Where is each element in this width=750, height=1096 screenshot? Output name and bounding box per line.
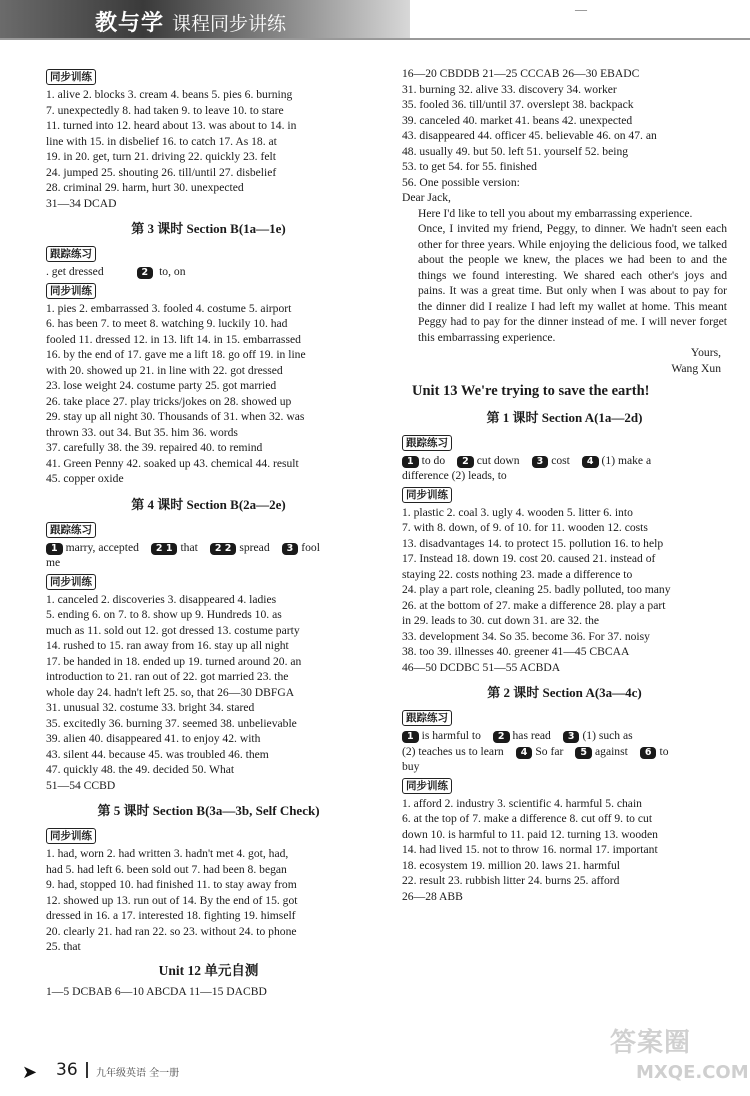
question-number-badge: 4 (582, 456, 599, 468)
section-tag-sync: 同步训练 (46, 69, 96, 85)
section-tag-sync: 同步训练 (46, 574, 96, 590)
answer-line: Dear Jack, (402, 191, 451, 204)
follow-answer-line (402, 744, 727, 760)
answer-line: 24. jumped 25. shouting 26. till/until 27. disbelief (46, 165, 277, 179)
answer-line: 20. clearly 21. had ran 22. so 23. without 24. to phone (46, 924, 297, 938)
answer-line: 26. take place 27. play tricks/jokes on 28. showed up (46, 394, 292, 408)
answer-line: 38. too 39. illnesses 40. greener 41—45 CBCAA (402, 645, 630, 658)
lesson-heading: 第 3 课时 Section B(1a—1e) (131, 221, 286, 236)
answer-text: So far (535, 744, 564, 758)
question-number-badge: 1 (46, 543, 63, 555)
answers-block (402, 66, 727, 206)
answer-line: 1. canceled 2. discoveries 3. disappeared 4. ladies (46, 592, 277, 606)
answer-line: introduction to 21. ran out of 22. got married 23. the (46, 670, 289, 683)
answer-text: (1) such as (582, 729, 633, 742)
answer-line: 11. turned into 12. heard about 13. was about to 14. in (46, 119, 297, 132)
right-column (402, 66, 727, 904)
answer-line: 35. fooled 36. till/until 37. overslept 38. backpack (402, 98, 634, 111)
answers-block (46, 301, 371, 487)
answer-text: (2) teaches us to learn (402, 744, 504, 758)
answer-text: that (180, 540, 198, 554)
answer-text: to do (421, 453, 446, 467)
answer-line: 24. play a part role, cleaning 25. badly polluted, too many (402, 583, 671, 596)
section-tag-sync: 同步训练 (402, 778, 452, 794)
answer-line: 19. in 20. get, turn 21. driving 22. quickly 23. felt (46, 150, 276, 163)
answer-line: much as 11. sold out 12. got dressed 13. costume party (46, 623, 300, 637)
answer-line: 1. alive 2. blocks 3. cream 4. beans 5. pies 6. burning (46, 88, 293, 101)
answer-line: had 5. had left 6. been sold out 7. had been 8. began (46, 862, 287, 876)
answers-block (46, 592, 371, 794)
answer-line: 13. disadvantages 14. to protect 15. pollution 16. to help (402, 536, 664, 550)
section-tag-sync: 同步训练 (402, 487, 452, 503)
answer-text: spread (239, 540, 270, 554)
answer-line: down 10. is harmful to 11. paid 12. turning 13. wooden (402, 827, 658, 841)
letter-signature: Wang Xun (671, 361, 721, 375)
page-header (0, 0, 750, 50)
answers-block (46, 87, 371, 211)
answer-line: 41. Green Penny 42. soaked up 43. chemical 44. result (46, 456, 299, 470)
follow-answer-cont: me (46, 556, 61, 569)
answer-line: fooled 11. dressed 12. in 13. lift 14. in 15. embarrassed (46, 332, 301, 346)
answer-line: 12. showed up 13. run out of 14. By the end of 15. got (46, 893, 298, 907)
answer-line: 47. quickly 48. the 49. decided 50. What (46, 763, 235, 776)
lesson-heading: 第 5 课时 Section B(3a—3b, Self Check) (97, 803, 320, 818)
letter-closing: Yours, (690, 346, 721, 359)
answer-text: to, on (159, 265, 186, 278)
answer-line: 9. had, stopped 10. had finished 11. to stay away from (46, 878, 297, 891)
answer-line: 39. alien 40. disappeared 41. to enjoy 42. with (46, 732, 261, 745)
answer-text: against (595, 744, 628, 758)
answer-line: 28. criminal 29. harm, hurt 30. unexpected (46, 181, 244, 194)
question-number-badge: 2 (457, 456, 474, 468)
answer-line: 25. that (46, 940, 81, 953)
answer-line: 22. result 23. rubbish litter 24. burns 25. afford (402, 874, 620, 887)
answer-line: 31—34 DCAD (46, 196, 117, 210)
corner-mark: — (575, 2, 587, 16)
follow-answer-line (46, 264, 371, 280)
question-number-badge: 6 (640, 747, 657, 759)
answer-line: 17. be handed in 18. ended up 19. turned around 20. an (46, 654, 302, 668)
answer-line: 17. Instead 18. down 19. cost 20. caused 21. instead of (402, 552, 656, 565)
lesson-heading: 第 4 课时 Section B(2a—2e) (131, 496, 286, 512)
answer-line: 1. pies 2. embarrassed 3. fooled 4. costume 5. airport (46, 301, 292, 315)
page-number: 36 (56, 1060, 78, 1080)
answers-block (402, 796, 727, 905)
watermark-url: MXQE.COM (636, 1062, 749, 1083)
question-number-badge: 1 (402, 456, 419, 468)
answer-text: . get dressed (46, 265, 104, 278)
question-number-badge: 3 (563, 731, 580, 743)
question-number-badge: 2 (137, 267, 154, 279)
answer-line: dressed in 16. a 17. interested 18. fighting 19. himself (46, 909, 296, 922)
answer-line: 43. silent 44. because 45. was troubled 46. them (46, 747, 269, 761)
section-tag-sync: 同步训练 (46, 828, 96, 844)
answer-line: staying 22. costs nothing 23. made a difference to (402, 567, 633, 581)
answer-text: (1) make a (601, 453, 652, 467)
answer-line: 46—50 DCDBC 51—55 ACBDA (402, 660, 561, 674)
letter-paragraph: Here I'd like to tell you about my embarrassing experience. (418, 206, 693, 220)
answer-line: 1. afford 2. industry 3. scientific 4. harmful 5. chain (402, 796, 642, 810)
answer-line: 16. by the end of 17. gave me a lift 18. go off 19. in line (46, 348, 306, 361)
question-number-badge: 1 (402, 731, 419, 743)
section-tag-follow: 跟踪练习 (402, 435, 452, 451)
answers-block (402, 505, 727, 676)
lesson-heading: 第 1 课时 Section A(1a—2d) (486, 409, 643, 425)
series-title: 课程同步讲练 (172, 13, 287, 35)
answer-line: 16—20 CBDDB 21—25 CCCAB 26—30 EBADC (402, 67, 640, 80)
brand-logo: 教与学 (95, 10, 165, 36)
answer-line: 26. at the bottom of 27. make a difference 28. play a part (402, 598, 666, 612)
answer-line: 14. had lived 15. not to throw 16. normal 17. important (402, 843, 658, 856)
answer-text: to (659, 744, 669, 758)
answer-line: 45. copper oxide (46, 472, 124, 485)
answer-line: 31. unusual 32. costume 33. bright 34. stared (46, 701, 255, 714)
follow-answer-line (46, 540, 371, 556)
follow-answer-line (402, 728, 727, 744)
answer-text: cut down (476, 453, 520, 467)
question-number-badge: 2 (493, 731, 510, 743)
answer-line: 5. ending 6. on 7. to 8. show up 9. Hundreds 10. as (46, 608, 282, 621)
section-tag-follow: 跟踪练习 (46, 246, 96, 262)
answer-line: 7. with 8. down, of 9. of 10. for 11. wooden 12. costs (402, 521, 648, 534)
answer-line: 33. development 34. So 35. become 36. For 37. noisy (402, 629, 650, 643)
answers-block (46, 846, 371, 955)
left-column (46, 66, 371, 1000)
answer-line: 48. usually 49. but 50. left 51. yourself 52. being (402, 144, 629, 158)
answer-line: 6. has been 7. to meet 8. watching 9. luckily 10. had (46, 317, 288, 330)
answer-line: 31. burning 32. alive 33. discovery 34. worker (402, 82, 617, 96)
unit-heading: Unit 13 We're trying to save the earth! (412, 383, 650, 399)
header-rule (0, 38, 750, 40)
answer-line: with 20. showed up 21. in line with 22. got dressed (46, 363, 283, 377)
book-name: 九年级英语 全一册 (96, 1068, 180, 1079)
answer-line: 18. ecosystem 19. million 20. laws 21. harmful (402, 858, 620, 872)
follow-answer-cont: difference (2) leads, to (402, 469, 507, 482)
unit-heading: Unit 12 单元自测 (158, 962, 259, 978)
question-number-badge: 3 (282, 543, 299, 555)
answer-line: 51—54 CCBD (46, 778, 116, 792)
question-number-badge: 4 (516, 747, 533, 759)
answer-line: thrown 33. out 34. But 35. him 36. words (46, 425, 238, 439)
answer-line: 39. canceled 40. market 41. beans 42. unexpected (402, 113, 633, 127)
answer-text: fool (301, 540, 320, 554)
question-number-badge: 2 2 (210, 543, 237, 555)
answer-line: 6. at the top of 7. make a difference 8. cut off 9. to cut (402, 812, 653, 825)
question-number-badge: 3 (532, 456, 549, 468)
section-tag-follow: 跟踪练习 (402, 710, 452, 726)
question-number-badge: 5 (575, 747, 592, 759)
answer-line: 29. stay up all night 30. Thousands of 31. when 32. was (46, 410, 305, 423)
footer-divider (86, 1062, 88, 1078)
answer-line: 14. rushed to 15. ran away from 16. stay up all night (46, 639, 289, 652)
section-tag-sync: 同步训练 (46, 283, 96, 299)
answer-line: 56. One possible version: (402, 175, 520, 189)
follow-answer-cont: buy (402, 760, 420, 773)
lesson-heading: 第 2 课时 Section A(3a—4c) (487, 685, 642, 700)
watermark-logo: 答案圈 (610, 1028, 692, 1058)
answer-line: 43. disappeared 44. officer 45. believable 46. on 47. an (402, 129, 657, 142)
answer-line: 23. lose weight 24. costume party 25. got married (46, 379, 277, 392)
answer-text: has read (512, 729, 551, 742)
section-tag-follow: 跟踪练习 (46, 522, 96, 538)
answer-line: 1. plastic 2. coal 3. ugly 4. wooden 5. litter 6. into (402, 505, 633, 519)
answer-line: in 29. leads to 30. cut down 31. are 32. the (402, 614, 600, 627)
answer-line: 37. carefully 38. the 39. repaired 40. to remind (46, 441, 263, 454)
answer-line: 7. unexpectedly 8. had taken 9. to leave 10. to stare (46, 103, 284, 117)
answer-line: 35. excitedly 36. burning 37. seemed 38. unbelievable (46, 716, 297, 730)
answer-line: 53. to get 54. for 55. finished (402, 160, 537, 173)
answer-line: line with 15. in disbelief 16. to catch 17. As 18. at (46, 134, 277, 148)
letter-paragraph: Once, I invited my friend, Peggy, to dinner. We hadn't seen each other for three years. While enjoying the delicious food, we talked about the people we knew, the places we had been to and the things we found interesting. We shared each other's joys and pains. It was a great time. But only when I was about to pay for the dinner did I realize I had left my wallet at home. This meant Peggy had to pay for the dinner instead of me. I will never forget this embarrassing experience. (418, 222, 727, 344)
unit-test-answers: 1—5 DCBAB 6—10 ABCDA 11—15 DACBD (46, 985, 267, 998)
answer-line: 1. had, worn 2. had written 3. hadn't met 4. got, had, (46, 847, 289, 860)
follow-answer-line (402, 453, 727, 469)
answer-text: marry, accepted (65, 540, 139, 554)
answer-text: is harmful to (421, 729, 481, 742)
answer-line: 26—28 ABB (402, 889, 463, 903)
arrow-icon: ➤ (22, 1062, 38, 1082)
question-number-badge: 2 1 (151, 543, 178, 555)
answer-line: whole day 24. hadn't left 25. so, that 26—30 DBFGA (46, 685, 295, 699)
answer-text: cost (551, 453, 570, 467)
